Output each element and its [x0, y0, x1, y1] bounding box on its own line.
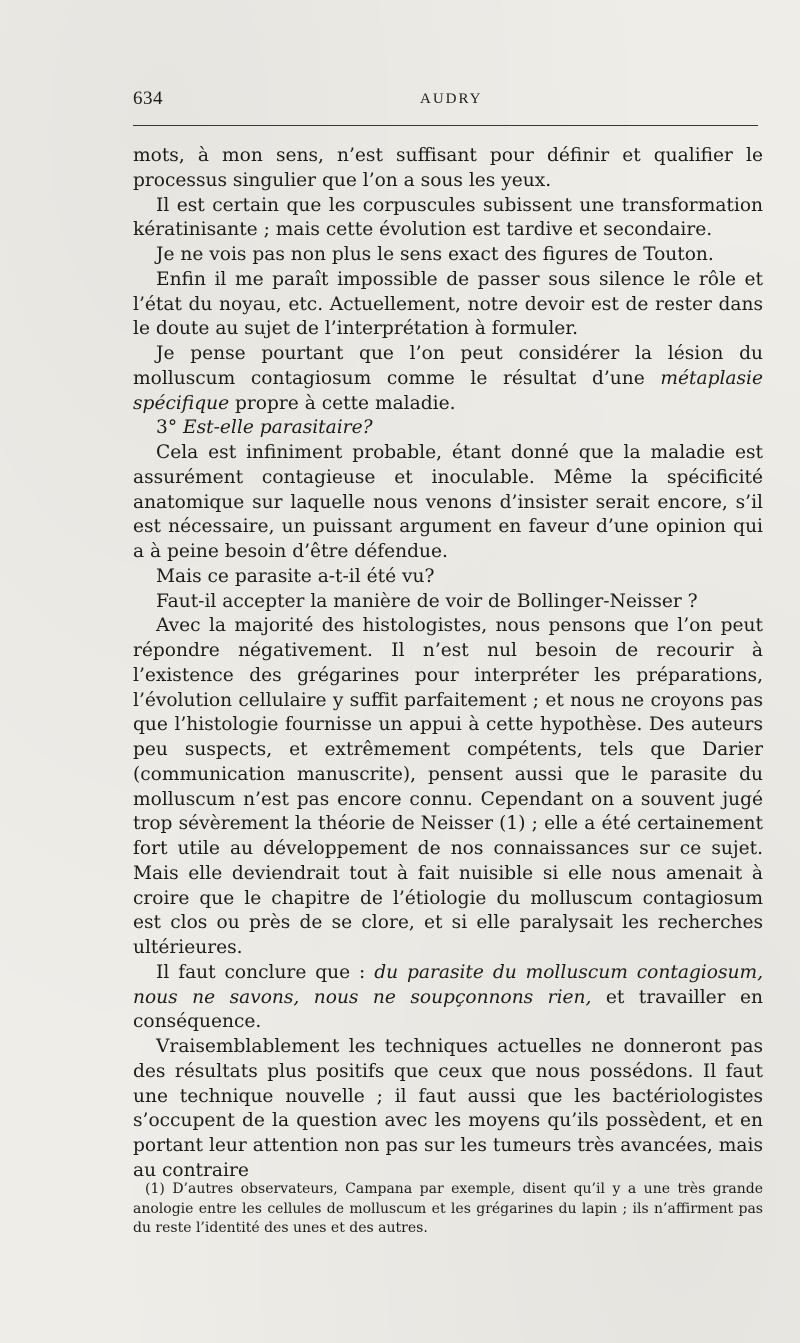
- paragraph: Je ne vois pas non plus le sens exact des figures de Touton.: [156, 244, 714, 265]
- paragraph-text: et travailler en conséquence.: [133, 986, 763, 1033]
- page-number: 634: [133, 88, 163, 109]
- section-title: Est-elle parasitaire?: [183, 417, 373, 439]
- paragraph: [133, 961, 763, 1035]
- paragraph-text: propre à cette maladie.: [229, 392, 456, 414]
- paragraph: Vraisemblablement les techniques actuelles ne donneront pas des résultats plus positifs que ceux que nous possédons. Il faut une technique nouvelle ; il faut aussi que les bactériologistes s’occupent de la question avec les moyens qu’ils possèdent, et en portant leur attention non pas sur les tumeurs très avancées, mais au contraire: [133, 1036, 763, 1181]
- emphasis-text: du parasite du molluscum contagiosum, nous ne savons, nous ne soupçonnons rien,: [133, 961, 764, 1008]
- paragraph: Avec la majorité des histologistes, nous pensons que l’on peut répondre négativement. Il n’est nul besoin de recourir à l’existence des grégarines pour interpréter les préparations, l’évolution cellulaire y suffit parfaitement ; et nous ne croyons pas que l’histologie fournisse un appui à cette hypothèse. Des auteurs peu suspects, et extrêmement compétents, tels que Darier (communication manuscrite), pensent aussi que le parasite du molluscum n’est pas encore connu. Cependant on a souvent jugé trop sévèrement la théorie de Neisser (1) ; elle a été certainement fort utile au développement de nos connaissances sur ce sujet. Mais elle deviendrait tout à fait nuisible si elle nous amenait à croire que le chapitre de l’étiologie du molluscum contagiosum est clos ou près de se clore, et si elle paralysait les recherches ultérieures.: [133, 615, 763, 958]
- section-number: 3°: [156, 417, 184, 439]
- body-text: [133, 144, 763, 1184]
- section-heading: [133, 416, 763, 441]
- paragraph: Cela est infiniment probable, étant donné que la maladie est assurément contagieuse et inoculable. Même la spécificité anatomique sur laquelle nous venons d’insister serait encore, s’il est nécessaire, un puissant argument en faveur d’une opinion qui a à peine besoin d’être défendue.: [133, 442, 763, 562]
- paragraph-text: Je pense pourtant que l’on peut considérer la lésion du molluscum contagiosum comme le résultat d’une: [133, 343, 763, 389]
- paragraph: Mais ce parasite a-t-il été vu?: [156, 565, 435, 587]
- paragraph: [133, 342, 763, 416]
- footnotes: [133, 1180, 763, 1239]
- paragraph: mots, à mon sens, n’est suffisant pour définir et qualifier le processus singulier que l’on a sous les yeux.: [133, 145, 763, 191]
- paragraph: Enfin il me paraît impossible de passer sous silence le rôle et l’état du noyau, etc. Actuellement, notre devoir est de rester dans le doute au sujet de l’interprétation à formuler.: [133, 268, 763, 340]
- paragraph: Il est certain que les corpuscules subissent une transformation kératinisante ; mais cette évolution est tardive et secondaire.: [133, 194, 763, 241]
- footnote: (1) D’autres observateurs, Campana par exemple, disent qu’il y a une très grande anologie entre les cellules de molluscum et les grégarines du lapin ; ils n’affirment pas du reste l’identité des unes et des autres.: [133, 1181, 763, 1236]
- running-head: AUDRY: [420, 91, 483, 107]
- paragraph: Faut-il accepter la manière de voir de Bollinger-Neisser ?: [156, 590, 698, 612]
- emphasis-text: métaplasie spécifique: [133, 367, 763, 414]
- page-header: [133, 88, 763, 112]
- header-rule: [133, 125, 758, 126]
- paragraph-text: Il faut conclure que :: [156, 961, 375, 983]
